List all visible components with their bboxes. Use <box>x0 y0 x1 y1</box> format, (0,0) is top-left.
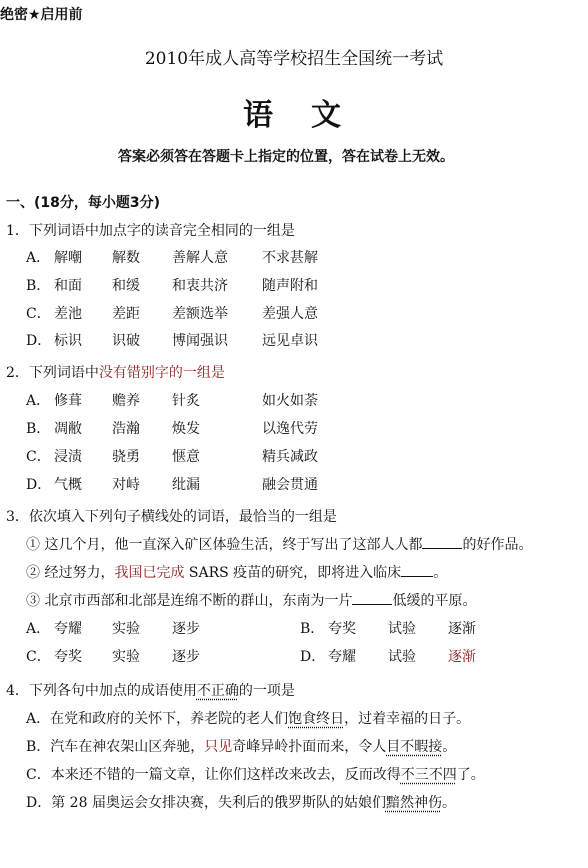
q2-word: 融会贯通 <box>262 477 318 493</box>
fill-blank <box>401 564 433 577</box>
q2-word: 惬意 <box>172 449 200 465</box>
q1-word: 解嘲 <box>54 250 82 266</box>
q2-option-letter: C． <box>26 449 51 465</box>
q3-word: 夸奖 <box>54 649 82 665</box>
q2-word: 修葺 <box>54 393 82 409</box>
q3-word: 夸耀 <box>328 649 356 665</box>
q2-word: 如火如荼 <box>262 393 318 409</box>
exam-title: 2010年成人高等学校招生全国统一考试 <box>144 49 444 69</box>
q2-word: 针炙 <box>172 393 200 409</box>
q2-word: 浩瀚 <box>112 421 140 437</box>
q1-word: 差池 <box>54 306 82 322</box>
q3-option-letter: D． <box>300 649 326 665</box>
q3-s3-before: ③ 北京市西部和北部是连绵不断的群山，东南为一片 <box>26 593 353 609</box>
question-4-stem-end: 的一项是 <box>238 683 295 699</box>
q3-s2-after: 。 <box>433 565 448 581</box>
question-2-stem-end: 没有错别字的一组是 <box>98 365 225 381</box>
q4-b-before: B．汽车在神农架山区奔驰， <box>26 739 205 755</box>
answer-notice: 答案必须答在答题卡上指定的位置，答在试卷上无效。 <box>118 149 454 165</box>
fill-blank <box>352 592 392 605</box>
section-heading: 一、(18分，每小题3分) <box>6 195 161 211</box>
q2-word: 焕发 <box>172 421 200 437</box>
q3-s1-before: ① 这几个月，他一直深入矿区体验生活，终于写出了这部人人都 <box>26 537 423 553</box>
q4-c-idiom: 不三不四 <box>400 767 457 783</box>
q4-a-idiom: 饱食终日 <box>288 711 345 727</box>
q3-sentence-1 <box>26 534 532 554</box>
q1-option-letter: D． <box>26 333 52 349</box>
q4-b-idiom: 目不暇接 <box>386 739 443 755</box>
q1-word: 差额选举 <box>172 306 228 322</box>
question-4-stem-emphasis: 不正确 <box>196 683 239 699</box>
q2-word: 骁勇 <box>112 449 140 465</box>
q4-a-before: A．在党和政府的关怀下，养老院的老人们 <box>26 711 289 727</box>
q4-b-after: 。 <box>442 739 457 755</box>
q4-option-a <box>26 708 470 728</box>
q2-word: 纰漏 <box>172 477 200 493</box>
q1-word: 标识 <box>54 333 82 349</box>
q1-option-letter: A． <box>26 250 51 266</box>
q1-option-letter: C． <box>26 306 51 322</box>
q1-word: 不求甚解 <box>262 250 318 266</box>
q1-word: 解数 <box>112 250 140 266</box>
q3-word: 实验 <box>112 649 140 665</box>
q3-s2-red: 我国已完成 <box>114 565 185 581</box>
q2-word: 精兵减政 <box>262 449 318 465</box>
q2-option-letter: B． <box>26 421 51 437</box>
q4-b-mid: 奇峰异岭扑面而来，令人 <box>232 739 387 755</box>
q3-s2-mid: SARS 疫苗的研究，即将进入临床 <box>184 565 402 581</box>
q4-option-d <box>26 792 456 812</box>
q1-word: 远见卓识 <box>262 333 318 349</box>
question-2-stem <box>6 362 225 382</box>
q4-d-before: D．第 28 届奥运会女排决赛，失利后的俄罗斯队的姑娘们 <box>26 795 386 811</box>
q3-word: 逐渐 <box>448 649 476 665</box>
q1-word: 识破 <box>112 333 140 349</box>
q3-word: 实验 <box>112 621 140 637</box>
q4-a-after: ，过着幸福的日子。 <box>344 711 471 727</box>
confidential-mark: 绝密★启用前 <box>0 7 83 23</box>
q3-word: 夸耀 <box>54 621 82 637</box>
q2-word: 凋敝 <box>54 421 82 437</box>
q3-option-letter: B． <box>300 621 325 637</box>
q1-word: 博闻强识 <box>172 333 228 349</box>
q3-sentence-2 <box>26 562 447 582</box>
q1-word: 善解人意 <box>172 250 228 266</box>
question-1-stem: 1．下列词语中加点字的读音完全相同的一组是 <box>6 223 295 239</box>
q4-c-after: 了。 <box>456 767 485 783</box>
q4-d-after: 。 <box>441 795 456 811</box>
q2-word: 赡养 <box>112 393 140 409</box>
q1-word: 和衷共济 <box>172 278 228 294</box>
question-4-stem-start: 4．下列各句中加点的成语使用 <box>6 683 197 699</box>
q1-word: 随声附和 <box>262 278 318 294</box>
q3-sentence-3 <box>26 590 476 610</box>
q4-option-b <box>26 736 456 756</box>
q4-b-red: 只见 <box>204 739 233 755</box>
q2-word: 对峙 <box>112 477 140 493</box>
q2-option-letter: D． <box>26 477 52 493</box>
question-4-stem <box>6 680 295 700</box>
q4-c-before: C．本来还不错的一篇文章，让你们这样改来改去，反而改得 <box>26 767 401 783</box>
q1-word: 差强人意 <box>262 306 318 322</box>
q3-s2-before: ② 经过努力， <box>26 565 115 581</box>
question-2-stem-start: 2．下列词语中 <box>6 365 99 381</box>
subject-title: 语 文 <box>243 98 345 133</box>
q1-word: 和缓 <box>112 278 140 294</box>
q3-s1-after: 的好作品。 <box>462 537 533 553</box>
q1-option-letter: B． <box>26 278 51 294</box>
q1-word: 和面 <box>54 278 82 294</box>
q3-option-letter: C． <box>26 649 51 665</box>
q3-word: 逐步 <box>172 649 200 665</box>
q1-word: 差距 <box>112 306 140 322</box>
q3-word: 试验 <box>388 649 416 665</box>
q3-word: 逐渐 <box>448 621 476 637</box>
q2-word: 以逸代劳 <box>262 421 318 437</box>
q3-word: 逐步 <box>172 621 200 637</box>
q2-word: 气概 <box>54 477 82 493</box>
fill-blank <box>422 536 462 549</box>
q2-option-letter: A． <box>26 393 51 409</box>
q3-option-letter: A． <box>26 621 51 637</box>
q2-word: 浸渍 <box>54 449 82 465</box>
q3-word: 夸奖 <box>328 621 356 637</box>
q4-d-idiom: 黯然神伤 <box>385 795 442 811</box>
q3-s3-after: 低缓的平原。 <box>392 593 477 609</box>
q4-option-c <box>26 764 485 784</box>
q3-word: 试验 <box>388 621 416 637</box>
question-3-stem: 3．依次填入下列句子横线处的词语，最恰当的一组是 <box>6 509 337 525</box>
